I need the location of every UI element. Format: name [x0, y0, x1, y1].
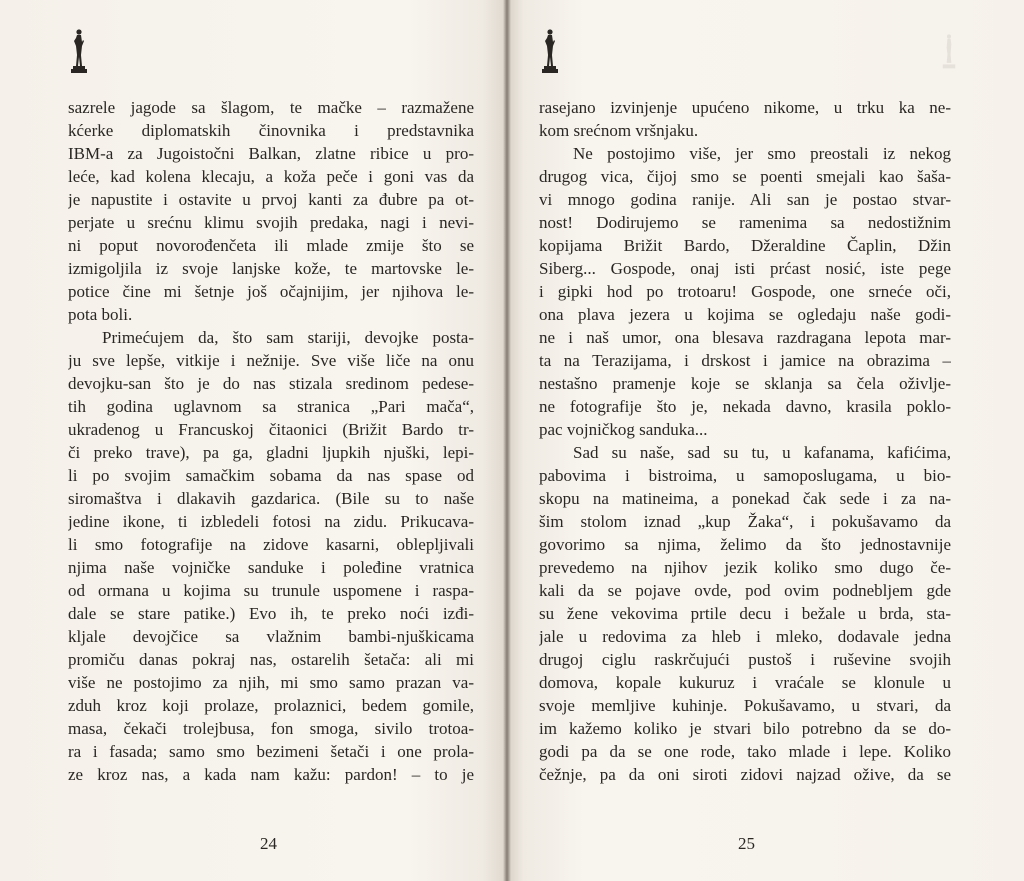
page-number-right: 25 [738, 834, 755, 853]
text-line: Siberg... Gospode, onaj isti prćast nosić, iste pege [539, 259, 951, 278]
book-gutter-shadow [503, 0, 511, 881]
text-line: vi mnogo godina ranije. Ali san je postao stvar- [539, 190, 951, 209]
page-number-left: 24 [260, 834, 277, 853]
statue-figure-icon [541, 28, 559, 76]
text-line: šim stolom iznad „kup Žaka“, i pokušavamo da [539, 512, 951, 531]
text-line: li po svojim samačkim sobama da nas spase od [68, 466, 474, 485]
text-line: od ormana u kojima su trunule uspomene i raspa- [68, 581, 474, 600]
text-line: rasejano izvinjenje upućeno nikome, u trku ka ne- [539, 98, 951, 117]
statue-figure-icon [70, 28, 88, 76]
text-line: či preko trave), pa ga, gladni ljupkih njuški, lepi- [68, 443, 474, 462]
text-line: ra i fasada; samo smo bezimeni šetači i one prola- [68, 742, 474, 761]
text-line: nestašno pramenje koje se sklanja sa čela oživlje- [539, 374, 951, 393]
text-line: godi pa da se one rode, tako mlade i lepe. Koliko [539, 742, 951, 761]
left-page-body-text [68, 96, 474, 786]
text-line: nost! Dodirujemo se ramenima sa nedostižnim [539, 213, 951, 232]
text-line: pota boli. [68, 305, 133, 324]
text-line: sazrele jagode sa šlagom, te mačke – razmažene [68, 98, 474, 117]
text-line: je napustite i ostavite u prvoj kanti za đubre pa ot- [68, 190, 474, 209]
text-line: ne i naš umor, ona blesava razdragana lepota mar- [539, 328, 951, 347]
text-line: li smo fotografije na zidove kasarni, oblepljivali [68, 535, 474, 554]
right-page [508, 0, 1024, 881]
text-line: drugog vica, čijoj smo se poenti smejali kao šaša- [539, 167, 951, 186]
text-line: kćerke diplomatskih činovnika i predstavnika [68, 121, 474, 140]
text-line: prevedemo na njihov jezik koliko smo dugo če- [539, 558, 951, 577]
text-line: potice čine mi šetnje još očajnijim, jer njihova le- [68, 282, 474, 301]
text-line: IBM-a za Jugoistočni Balkan, zlatne ribice u pro- [68, 144, 474, 163]
text-line: leće, kad kolena klecaju, a koža peče i goni vas da [68, 167, 474, 186]
text-line: im kažemo koliko je stvari bilo potrebno da se do- [539, 719, 951, 738]
text-line: siromaštva i dlakavih gazdarica. (Bile su to naše [68, 489, 474, 508]
text-line: skopu na matineima, a ponekad čak sede i za na- [539, 489, 951, 508]
text-line: masa, čekači trolejbusa, fon smoga, sivilo trotoa- [68, 719, 474, 738]
text-line: ne fotografije što je, nekada davno, krasila poklo- [539, 397, 951, 416]
text-line: i gipki hod po trotoaru! Gospode, one srneće oči, [539, 282, 951, 301]
text-line: kali da se pojave ovde, pod ovim podnebljem gde [539, 581, 951, 600]
text-line: pabovima i bistroima, u samoposlugama, u bio- [539, 466, 951, 485]
text-line: domova, kopale kukuruz i vraćale se klonule u [539, 673, 951, 692]
text-line: ukradenog u Francuskoj čitaonici (Brižit Bardo tr- [68, 420, 474, 439]
text-line: dale se stare patike.) Evo ih, te preko noći izđi- [68, 604, 474, 623]
text-line: jale u redovima za hleb i mleko, dodavale jedna [539, 627, 951, 646]
text-line: pac vojničkog sanduka... [539, 420, 708, 439]
text-line: zduh kroz koji prolaze, prolaznici, bedem gomile, [68, 696, 474, 715]
text-line: perjate u srećnu klimu svojih predaka, nagi i nevi- [68, 213, 474, 232]
text-line: su žene vekovima prtile decu i bežale u brda, sta- [539, 604, 951, 623]
text-line: više ne postojimo za njih, mi smo samo prazan va- [68, 673, 474, 692]
text-line: kljale devojčice sa vlažnim bambi-njuškicama [68, 627, 474, 646]
text-line: devojku-san što je do nas stizala sredinom pedese- [68, 374, 474, 393]
text-line: izmigoljila iz svoje lanjske kože, te martovske le- [68, 259, 474, 278]
text-line: čežnje, pa da oni siroti zidovi najzad ožive, da se [539, 765, 951, 784]
text-line: jedine ikone, ti izbledeli fotosi na zidu. Prikucava- [68, 512, 474, 531]
left-page [0, 0, 508, 881]
text-line: ta na Terazijama, i drskost i jamice na obrazima – [539, 351, 951, 370]
text-line: drugoj ciglu raskrčujući pustoš i ruševine svojih [539, 650, 951, 669]
text-line: tih godina uglavnom sa stranica „Pari mača“, [68, 397, 474, 416]
text-line: ni poput novorođenčeta ili mlade zmije što se [68, 236, 474, 255]
show-through-statue-icon [942, 30, 956, 74]
text-line: Sad su naše, sad su tu, u kafanama, kafićima, [573, 443, 951, 462]
right-page-body-text [539, 96, 951, 786]
text-line: govorimo sa njima, želimo da što jednostavnije [539, 535, 951, 554]
text-line: promiču danas pokraj nas, ostarelih šetača: ali mi [68, 650, 474, 669]
text-line: kom srećnom vršnjaku. [539, 121, 699, 140]
text-line: ju sve lepše, vitkije i nežnije. Sve više liče na onu [68, 351, 474, 370]
text-line: Primećujem da, što sam stariji, devojke posta- [102, 328, 474, 347]
text-line: svoje memljive kuhinje. Pokušavamo, u stvari, da [539, 696, 951, 715]
text-line: ona plava jezera u kojima se ogledaju naše godi- [539, 305, 951, 324]
text-line: ze kroz nas, a kada nam kažu: pardon! – to je [68, 765, 474, 784]
text-line: kopijama Brižit Bardo, Džeraldine Čaplin, Džin [539, 236, 951, 255]
text-line: njima naše vojničke sanduke i poleđine vratnica [68, 558, 474, 577]
text-line: Ne postojimo više, jer smo preostali iz nekog [573, 144, 951, 163]
